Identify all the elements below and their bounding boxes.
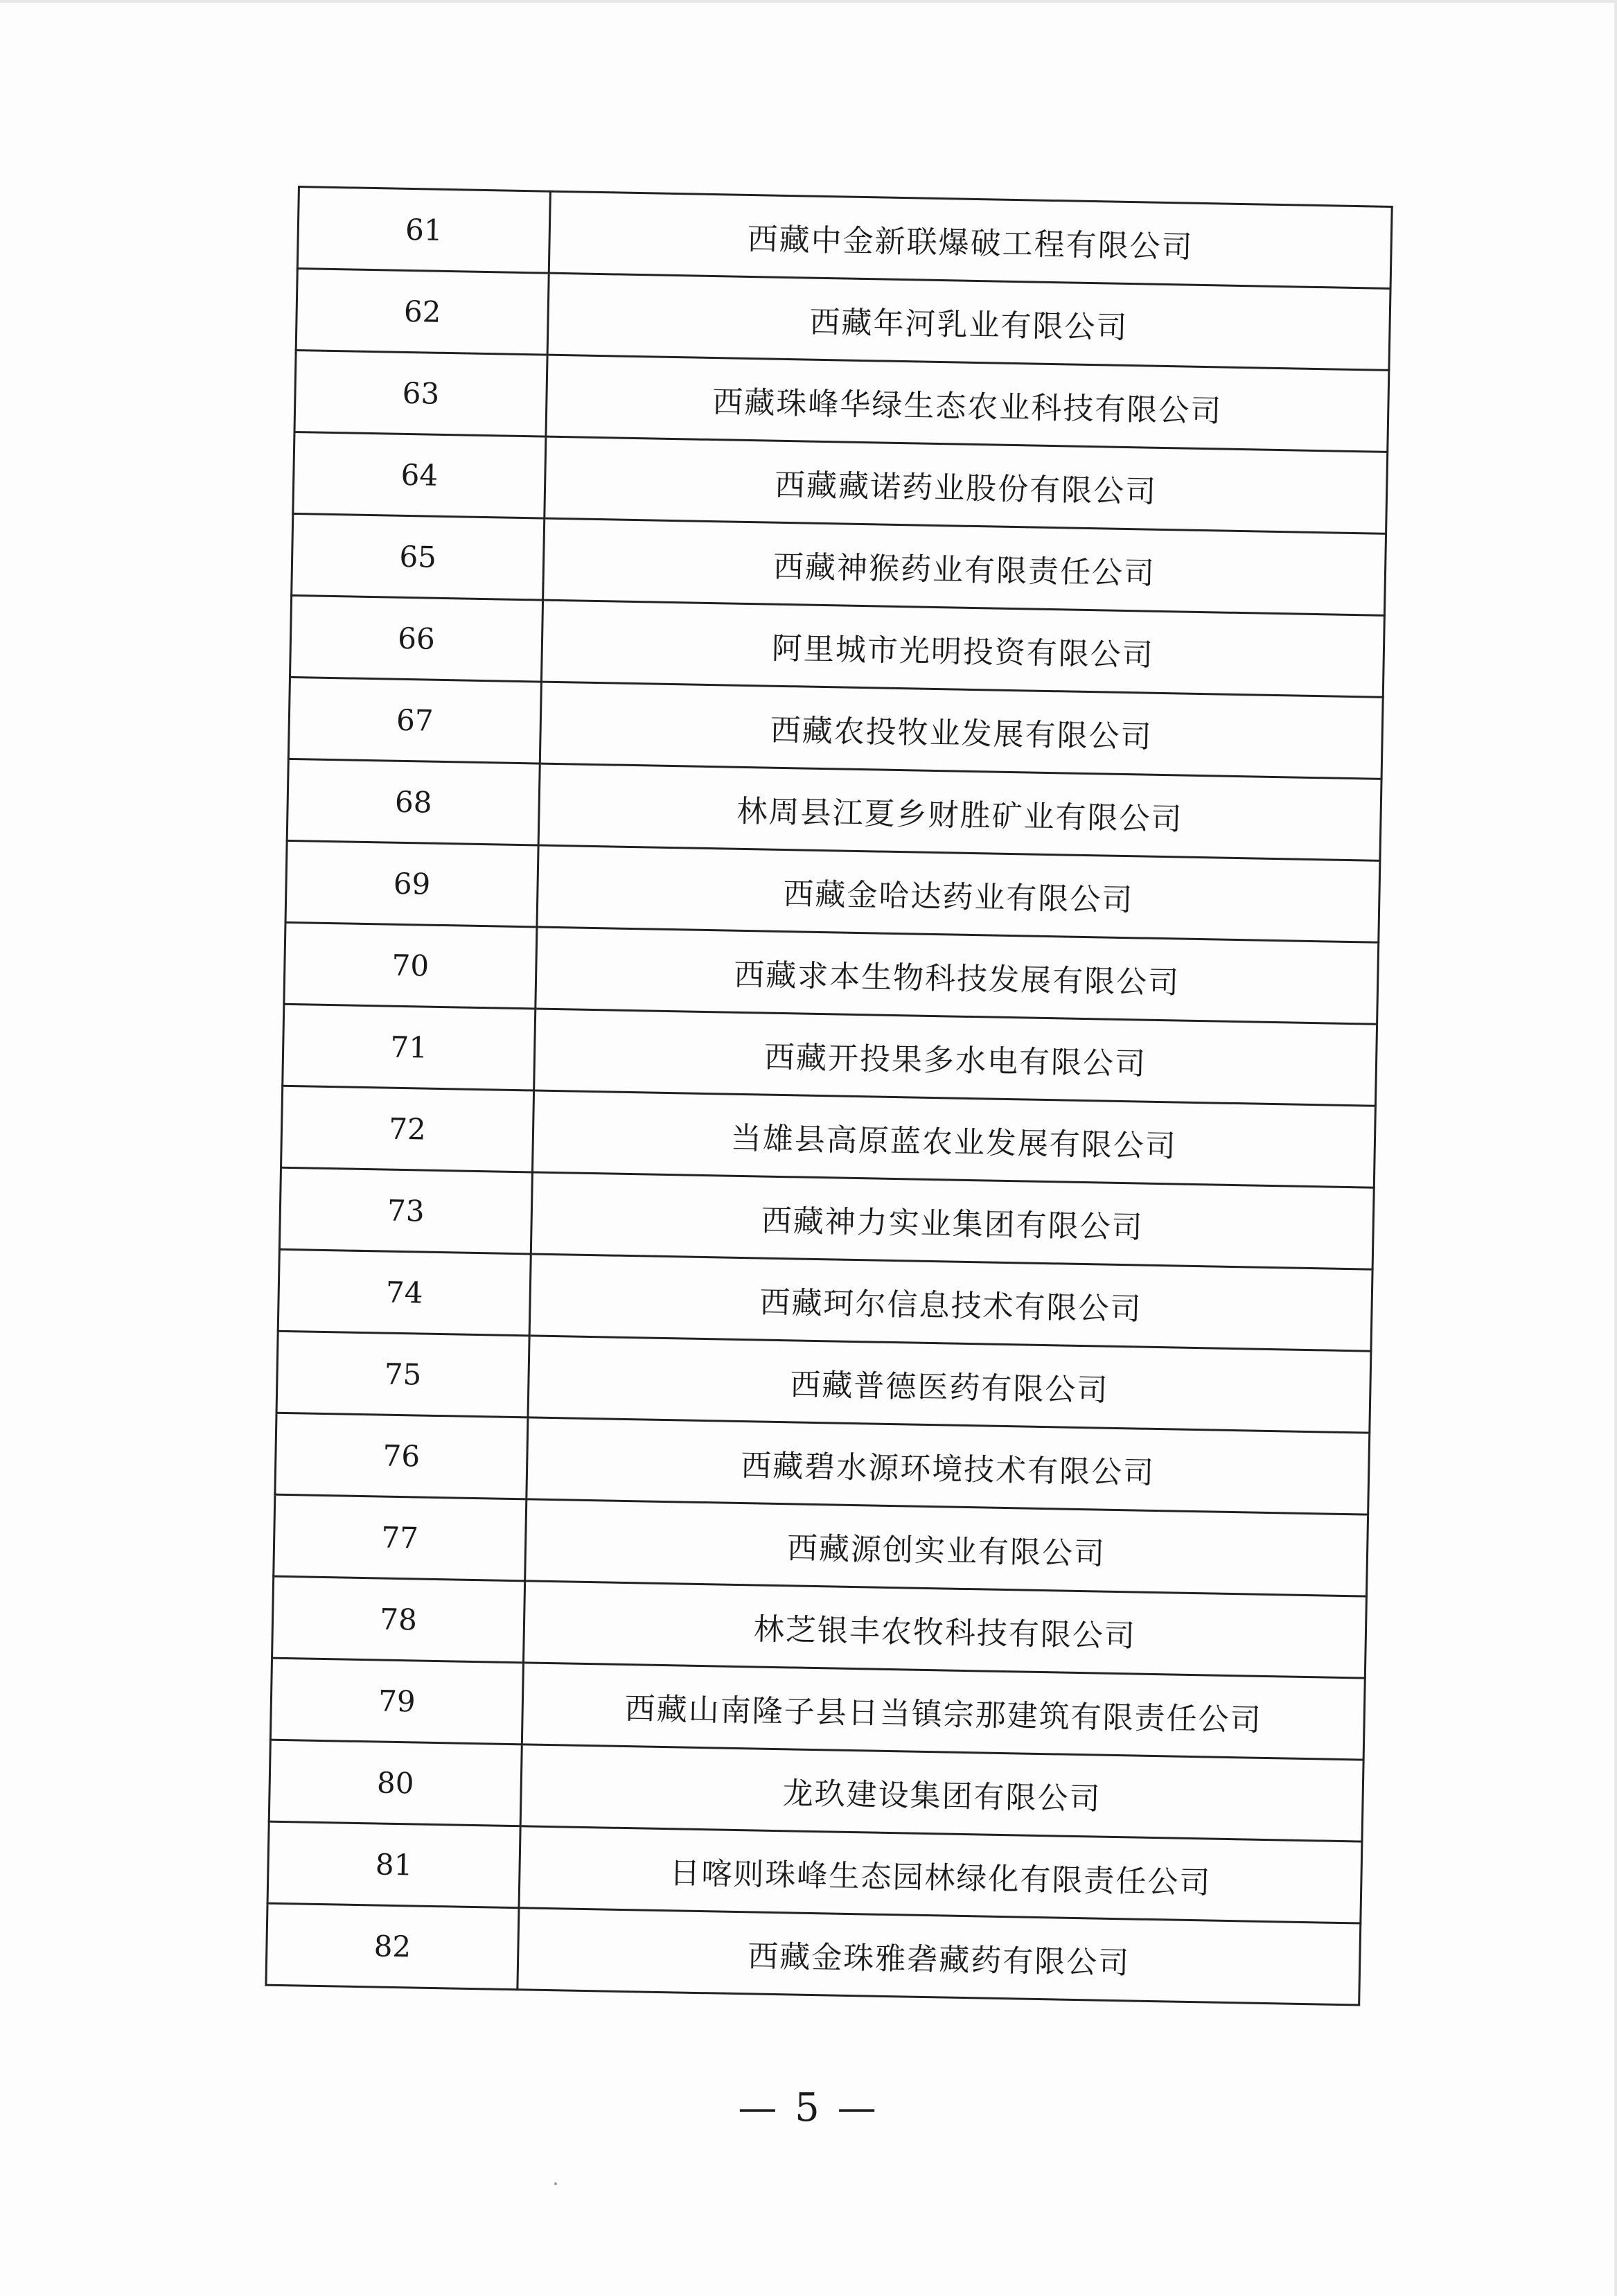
- row-number: 68: [287, 759, 540, 845]
- row-number: 66: [290, 595, 542, 682]
- row-number: 65: [292, 513, 545, 600]
- row-number: 77: [274, 1494, 527, 1581]
- company-name: 西藏珠峰华绿生态农业科技有限公司: [546, 355, 1389, 452]
- company-name: 西藏农投牧业发展有限公司: [540, 682, 1383, 779]
- company-name: 西藏珂尔信息技术有限公司: [529, 1254, 1372, 1351]
- row-number: 70: [284, 922, 537, 1009]
- row-number: 80: [269, 1740, 522, 1826]
- row-number: 67: [288, 677, 541, 763]
- company-name: 龙玖建设集团有限公司: [520, 1745, 1363, 1842]
- company-name: 林周县江夏乡财胜矿业有限公司: [538, 763, 1381, 860]
- row-number: 74: [278, 1249, 531, 1336]
- company-table: [265, 186, 1393, 2006]
- row-number: 73: [279, 1167, 532, 1254]
- row-number: 69: [285, 840, 538, 927]
- company-name: 西藏普德医药有限公司: [528, 1336, 1371, 1433]
- row-number: 71: [283, 1004, 536, 1090]
- company-name: 西藏中金新联爆破工程有限公司: [549, 191, 1392, 288]
- company-name: 林芝银丰农牧科技有限公司: [523, 1581, 1366, 1678]
- row-number: 76: [275, 1413, 528, 1499]
- row-number: 62: [296, 269, 549, 355]
- row-number: 75: [276, 1331, 529, 1418]
- row-number: 82: [266, 1903, 519, 1990]
- row-number: 64: [293, 432, 546, 518]
- row-number: 81: [267, 1821, 520, 1908]
- row-number: 78: [272, 1576, 525, 1663]
- scan-edge: [1614, 0, 1617, 2296]
- row-number: 72: [281, 1086, 534, 1172]
- row-number: 61: [297, 187, 550, 274]
- company-name: 西藏山南隆子县日当镇宗那建筑有限责任公司: [522, 1663, 1365, 1760]
- company-name: 当雄县高原蓝农业发展有限公司: [532, 1090, 1375, 1187]
- company-table-wrapper: [265, 186, 1386, 2006]
- row-number: 79: [270, 1658, 523, 1745]
- company-name: 西藏金珠雅砻藏药有限公司: [518, 1908, 1361, 2005]
- company-name: 西藏金哈达药业有限公司: [537, 845, 1380, 942]
- company-name: 西藏藏诺药业股份有限公司: [545, 436, 1388, 533]
- company-name: 西藏源创实业有限公司: [525, 1499, 1368, 1596]
- company-name: 日喀则珠峰生态园林绿化有限责任公司: [519, 1826, 1362, 1923]
- company-table-body: [266, 187, 1392, 2005]
- company-name: 西藏求本生物科技发展有限公司: [536, 927, 1379, 1024]
- company-name: 西藏开投果多水电有限公司: [534, 1009, 1377, 1106]
- scan-edge: [0, 0, 1617, 3]
- scan-speck: [554, 2182, 557, 2185]
- company-name: 阿里城市光明投资有限公司: [541, 600, 1384, 697]
- page-number: — 5 —: [738, 2085, 879, 2130]
- company-name: 西藏年河乳业有限公司: [547, 273, 1390, 370]
- company-name: 西藏神力实业集团有限公司: [531, 1172, 1374, 1269]
- company-name: 西藏神猴药业有限责任公司: [543, 518, 1386, 615]
- row-number: 63: [294, 350, 547, 436]
- company-name: 西藏碧水源环境技术有限公司: [527, 1418, 1370, 1515]
